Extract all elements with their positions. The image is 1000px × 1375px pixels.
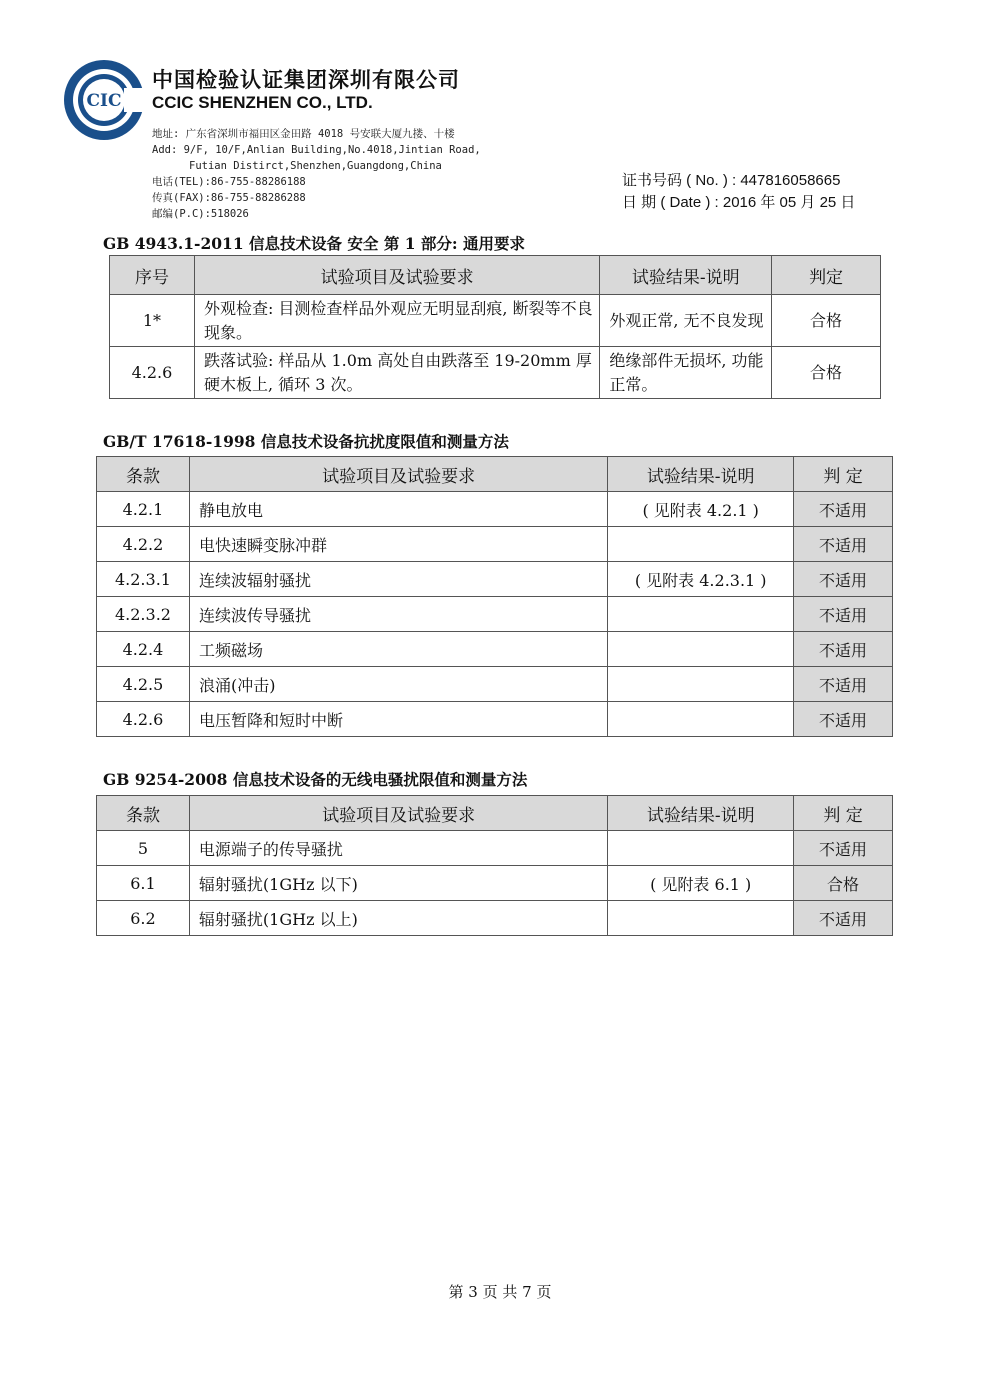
result-cell xyxy=(608,667,794,702)
table-row xyxy=(97,597,893,632)
item-cell: 工频磁场 xyxy=(189,632,607,667)
clause-cell: 4.2.6 xyxy=(97,702,190,737)
item-cell: 辐射骚扰(1GHz 以上) xyxy=(189,901,607,936)
address-line: Add: 9/F, 10/F,Anlian Building,No.4018,Jintian Road, xyxy=(152,144,481,156)
table-row xyxy=(97,901,893,936)
clause-cell: 4.2.2 xyxy=(97,527,190,562)
column-header: 试验项目及试验要求 xyxy=(194,256,599,295)
column-header: 判 定 xyxy=(794,457,893,492)
table-row xyxy=(110,295,881,347)
table-header-row xyxy=(97,796,893,831)
address-line: 地址: 广东省深圳市福田区金田路 4018 号安联大厦九搂、十楼 xyxy=(152,128,455,140)
item-cell: 辐射骚扰(1GHz 以下) xyxy=(189,866,607,901)
clause-cell: 4.2.3.2 xyxy=(97,597,190,632)
column-header: 条款 xyxy=(97,457,190,492)
section1-title: GB 4943.1-2011 信息技术设备 安全 第 1 部分: 通用要求 xyxy=(103,234,526,253)
table-row xyxy=(97,632,893,667)
clause-cell: 5 xyxy=(97,831,190,866)
section3-title: GB 9254-2008 信息技术设备的无线电骚扰限值和测量方法 xyxy=(103,770,528,789)
table-header-row xyxy=(110,256,881,295)
item-cell: 静电放电 xyxy=(189,492,607,527)
fax-line: 传真(FAX):86-755-88286288 xyxy=(152,192,306,204)
verdict-cell: 合格 xyxy=(794,866,893,901)
clause-cell: 4.2.5 xyxy=(97,667,190,702)
verdict-cell: 不适用 xyxy=(794,702,893,737)
column-header: 试验项目及试验要求 xyxy=(189,457,607,492)
clause-cell: 6.1 xyxy=(97,866,190,901)
section2-table xyxy=(96,456,893,737)
verdict-cell: 不适用 xyxy=(794,562,893,597)
clause-cell: 4.2.4 xyxy=(97,632,190,667)
result-cell xyxy=(608,597,794,632)
result-cell: ( 见附表 4.2.3.1 ) xyxy=(608,562,794,597)
page-footer: 第 3 页 共 7 页 xyxy=(448,1283,552,1301)
section1-table xyxy=(109,255,881,399)
table-row xyxy=(97,527,893,562)
result-cell: ( 见附表 6.1 ) xyxy=(608,866,794,901)
result-cell xyxy=(608,632,794,667)
address-block xyxy=(152,126,481,222)
column-header: 判 定 xyxy=(794,796,893,831)
result-cell: 外观正常, 无不良发现 xyxy=(600,295,772,347)
column-header: 试验结果-说明 xyxy=(600,256,772,295)
clause-cell: 4.2.6 xyxy=(110,347,195,399)
clause-cell: 6.2 xyxy=(97,901,190,936)
table-row xyxy=(97,831,893,866)
item-cell: 连续波辐射骚扰 xyxy=(189,562,607,597)
section3-table xyxy=(96,795,893,936)
company-name-cn: 中国检验认证集团深圳有限公司 xyxy=(152,68,460,92)
clause-cell: 1* xyxy=(110,295,195,347)
logo-text: CIC xyxy=(86,91,122,111)
column-header: 试验结果-说明 xyxy=(608,796,794,831)
result-cell xyxy=(608,901,794,936)
table-header-row xyxy=(97,457,893,492)
result-cell xyxy=(608,702,794,737)
table-row xyxy=(110,347,881,399)
column-header: 试验结果-说明 xyxy=(608,457,794,492)
table-row xyxy=(97,702,893,737)
verdict-cell: 不适用 xyxy=(794,831,893,866)
verdict-cell: 合格 xyxy=(772,295,881,347)
tel-line: 电话(TEL):86-755-88286188 xyxy=(152,176,306,188)
verdict-cell: 不适用 xyxy=(794,492,893,527)
result-cell: 绝缘部件无损坏, 功能正常。 xyxy=(600,347,772,399)
item-cell: 连续波传导骚扰 xyxy=(189,597,607,632)
result-cell: ( 见附表 4.2.1 ) xyxy=(608,492,794,527)
table-row xyxy=(97,562,893,597)
verdict-cell: 不适用 xyxy=(794,901,893,936)
clause-cell: 4.2.3.1 xyxy=(97,562,190,597)
table-row xyxy=(97,492,893,527)
column-header: 序号 xyxy=(110,256,195,295)
verdict-cell: 不适用 xyxy=(794,632,893,667)
ccic-logo xyxy=(62,58,146,142)
item-cell: 电源端子的传导骚扰 xyxy=(189,831,607,866)
company-name-en: CCIC SHENZHEN CO., LTD. xyxy=(152,93,373,112)
section2-title: GB/T 17618-1998 信息技术设备抗扰度限值和测量方法 xyxy=(103,432,509,451)
result-cell xyxy=(608,831,794,866)
cert-info xyxy=(622,170,855,214)
table-row xyxy=(97,866,893,901)
item-cell: 外观检查: 目测检查样品外观应无明显刮痕, 断裂等不良现象。 xyxy=(194,295,599,347)
cert-number: 证书号码 ( No. ) : 447816058665 xyxy=(622,172,841,189)
clause-cell: 4.2.1 xyxy=(97,492,190,527)
verdict-cell: 不适用 xyxy=(794,667,893,702)
address-line: Futian Distirct,Shenzhen,Guangdong,China xyxy=(189,160,442,172)
table-row xyxy=(97,667,893,702)
column-header: 条款 xyxy=(97,796,190,831)
verdict-cell: 不适用 xyxy=(794,597,893,632)
postcode-line: 邮编(P.C):518026 xyxy=(152,208,249,220)
item-cell: 电压暂降和短时中断 xyxy=(189,702,607,737)
item-cell: 跌落试验: 样品从 1.0m 高处自由跌落至 19-20mm 厚硬木板上, 循环 3 次。 xyxy=(194,347,599,399)
column-header: 判定 xyxy=(772,256,881,295)
result-cell xyxy=(608,527,794,562)
item-cell: 浪涌(冲击) xyxy=(189,667,607,702)
verdict-cell: 不适用 xyxy=(794,527,893,562)
column-header: 试验项目及试验要求 xyxy=(189,796,607,831)
cert-date: 日 期 ( Date ) : 2016 年 05 月 25 日 xyxy=(622,194,856,211)
item-cell: 电快速瞬变脉冲群 xyxy=(189,527,607,562)
verdict-cell: 合格 xyxy=(772,347,881,399)
